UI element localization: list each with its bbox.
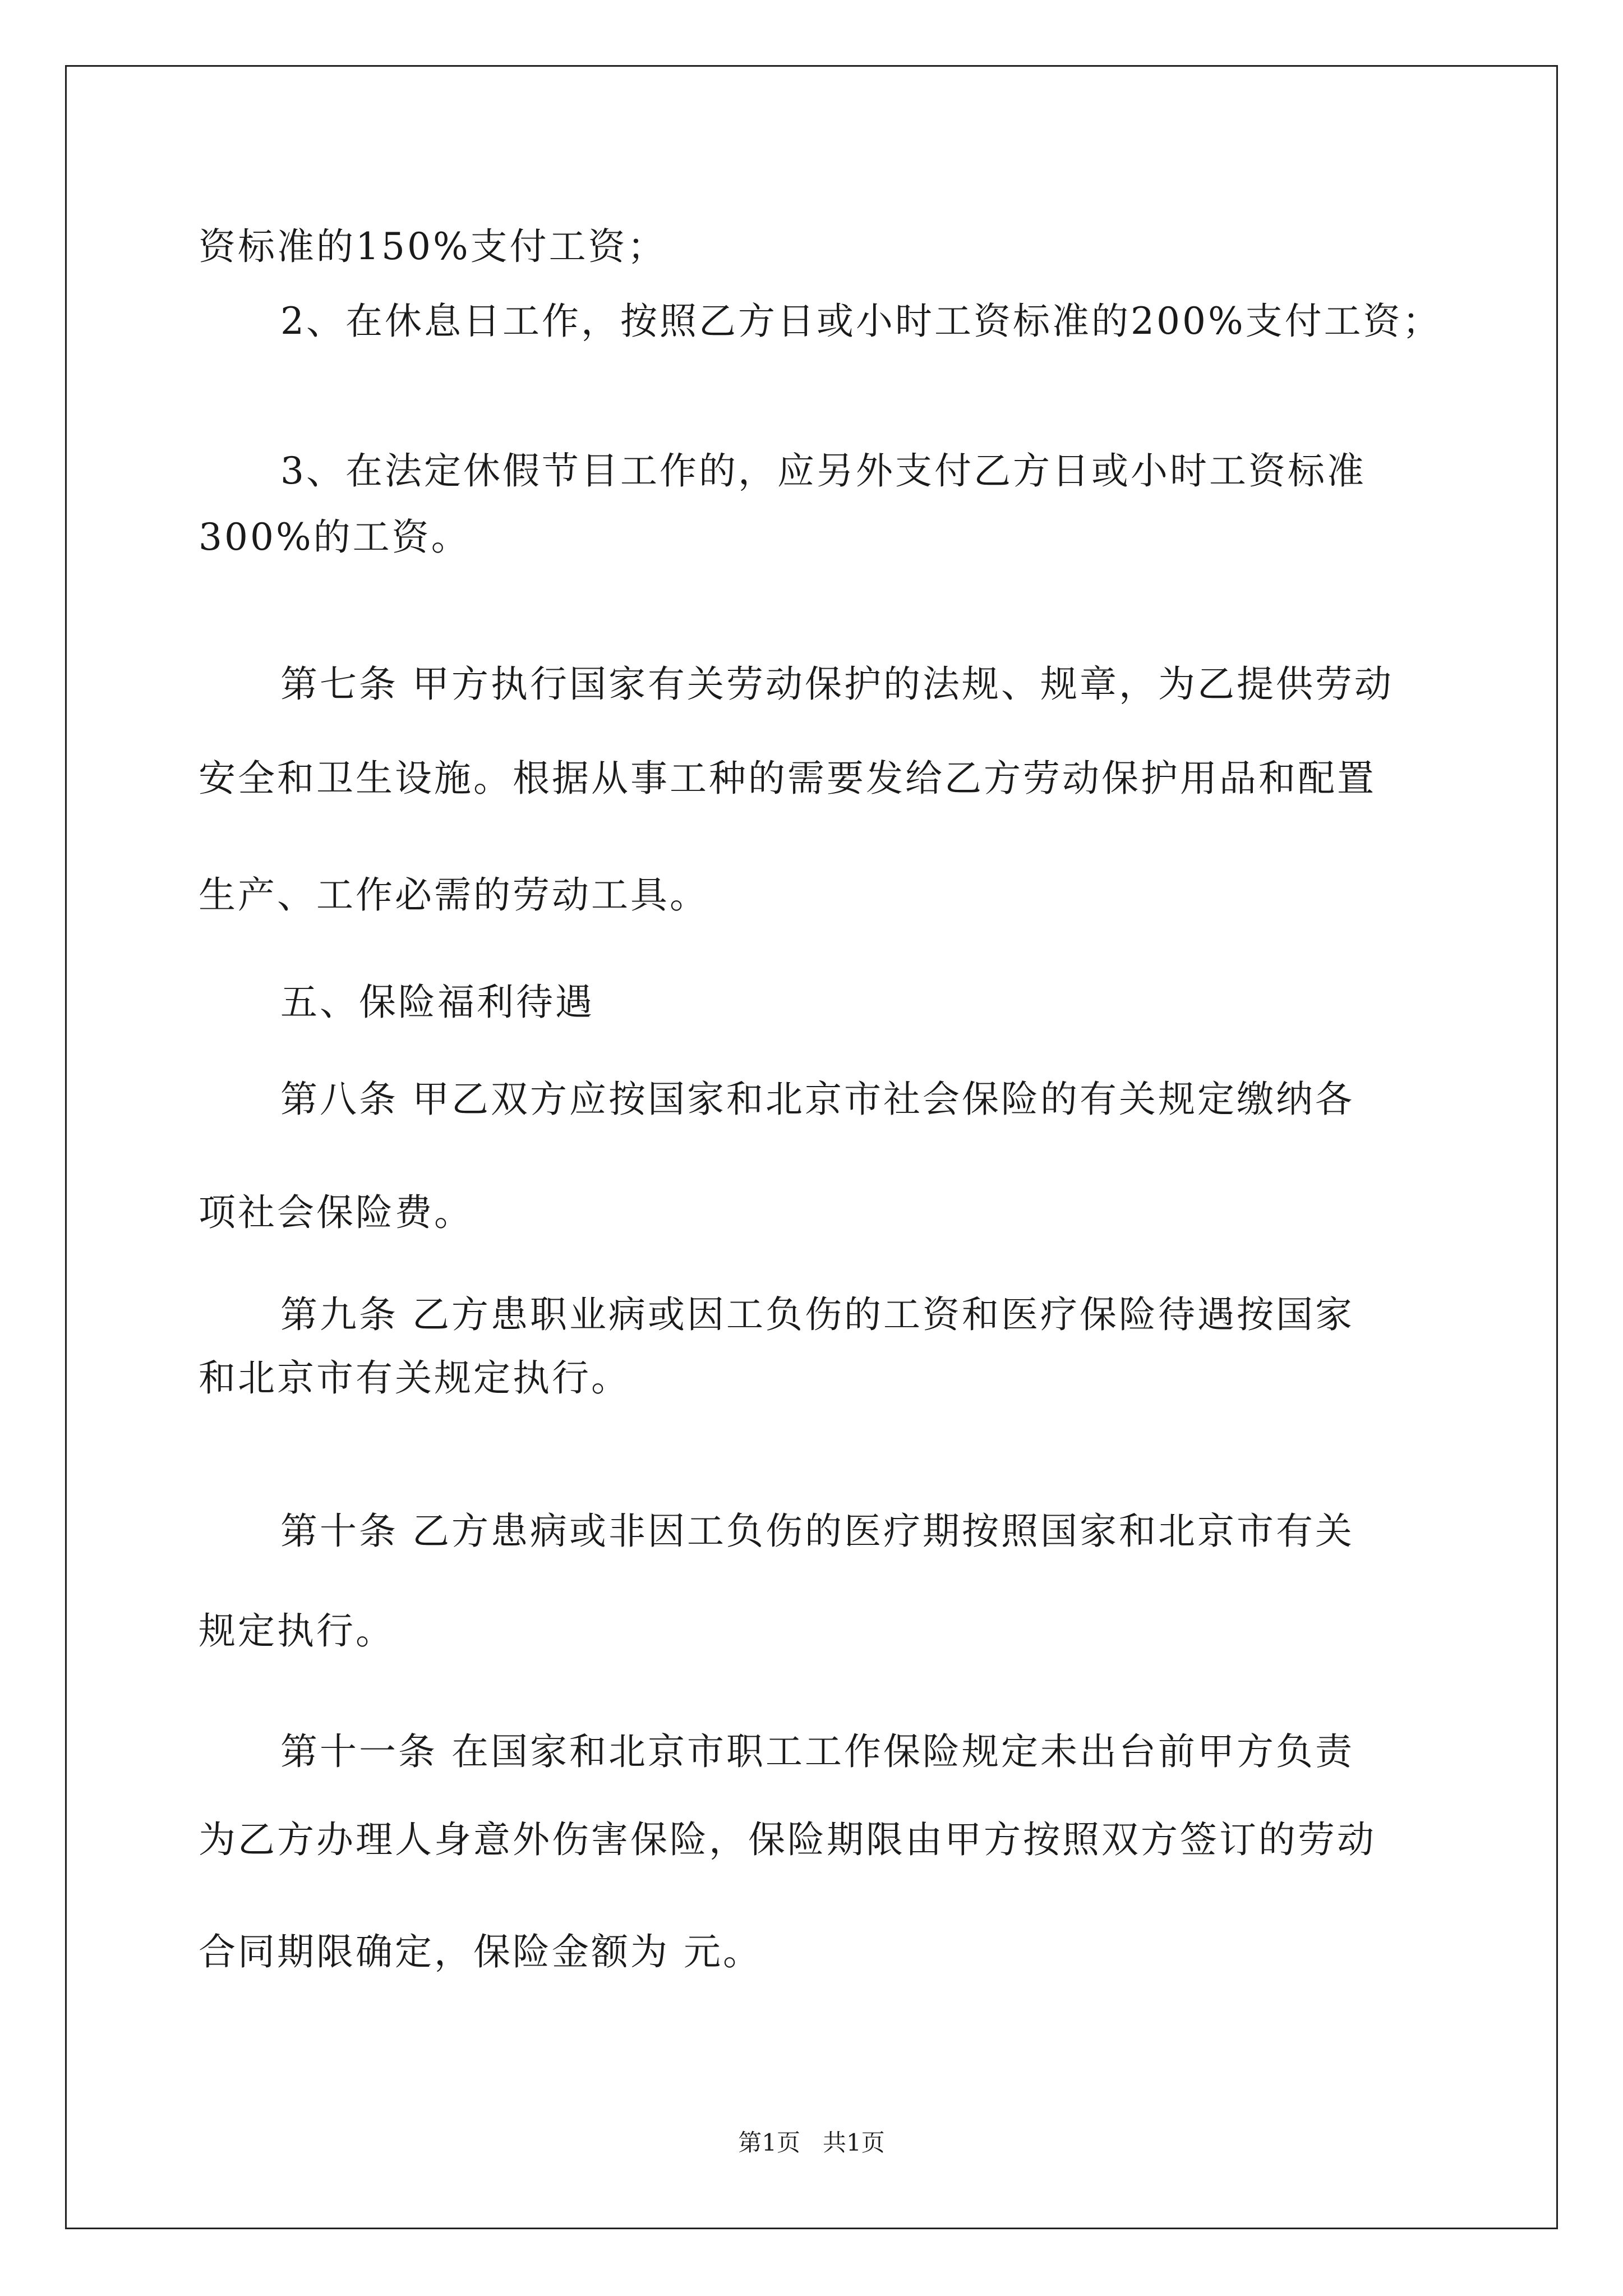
text-line: 和北京市有关规定执行。	[199, 1356, 630, 1400]
text-line: 第七条 甲方执行国家有关劳动保护的法规、规章，为乙提供劳动	[280, 662, 1394, 706]
text-line: 项社会保险费。	[199, 1191, 473, 1234]
text-line: 3、在法定休假节目工作的，应另外支付乙方日或小时工资标准	[280, 449, 1366, 493]
text-line: 300%的工资。	[199, 516, 471, 559]
text-line: 资标准的150%支付工资；	[199, 225, 667, 268]
page-footer: 第1页 共1页	[738, 2129, 885, 2156]
text-line: 生产、工作必需的劳动工具。	[199, 873, 709, 917]
page-border	[65, 65, 1558, 2229]
text-line: 第十一条 在国家和北京市职工工作保险规定未出台前甲方负责	[280, 1730, 1354, 1773]
text-line: 为乙方办理人身意外伤害保险，保险期限由甲方按照双方签订的劳动	[199, 1818, 1376, 1861]
text-line: 第八条 甲乙双方应按国家和北京市社会保险的有关规定缴纳各	[280, 1078, 1354, 1121]
text-line: 第九条 乙方患职业病或因工负伤的工资和医疗保险待遇按国家	[280, 1293, 1354, 1336]
text-line: 合同期限确定，保险金额为 元。	[199, 1930, 762, 1973]
text-line: 安全和卫生设施。根据从事工种的需要发给乙方劳动保护用品和配置	[199, 757, 1376, 800]
text-line: 规定执行。	[199, 1609, 395, 1653]
text-line: 2、在休息日工作，按照乙方日或小时工资标准的200%支付工资；	[280, 300, 1442, 343]
text-line: 第十条 乙方患病或非因工负伤的医疗期按照国家和北京市有关	[280, 1510, 1354, 1553]
section-heading: 五、保险福利待遇	[280, 981, 594, 1024]
